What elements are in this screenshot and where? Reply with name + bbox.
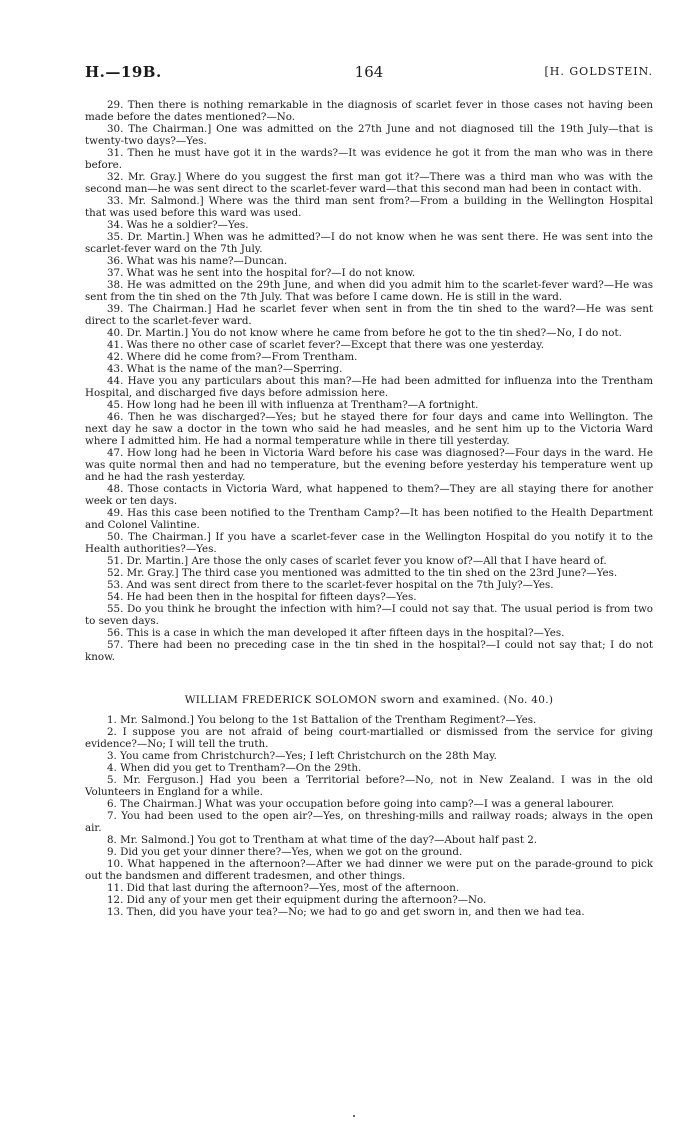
- testimony-paragraph: 30. The Chairman.] One was admitted on the 27th June and not diagnosed till the 19th July—that is twenty-two days?—Yes.: [85, 123, 653, 147]
- testimony-paragraph: 55. Do you think he brought the infection with him?—I could not say that. The usual period is from two to seven days.: [85, 603, 653, 627]
- testimony-paragraph: 41. Was there no other case of scarlet fever?—Except that there was one yesterday.: [107, 339, 545, 351]
- testimony-paragraph: 39. The Chairman.] Had he scarlet fever when sent in from the tin shed to the ward?—He was sent direct to the scarlet-fever ward.: [85, 303, 653, 327]
- testimony-paragraph: 31. Then he must have got it in the wards?—It was evidence he got it from the man who was in there before.: [85, 147, 653, 171]
- testimony-paragraph: 1. Mr. Salmond.] You belong to the 1st Battalion of the Trentham Regiment?—Yes.: [107, 714, 537, 726]
- testimony-paragraph: 42. Where did he come from?—From Trentham.: [107, 351, 358, 363]
- testimony-paragraph: 43. What is the name of the man?—Sperring.: [107, 363, 343, 375]
- testimony-paragraph: 49. Has this case been notified to the Trentham Camp?—It has been notified to the Health Department and Colonel Valintine.: [85, 507, 653, 531]
- testimony-paragraph: 5. Mr. Ferguson.] Had you been a Territorial before?—No, not in New Zealand. I was in the old Volunteers in England for a while.: [85, 774, 653, 798]
- testimony-paragraph: 35. Dr. Martin.] When was he admitted?—I do not know when he was sent there. He was sent into the scarlet-fever ward on the 7th July.: [85, 231, 653, 255]
- testimony-paragraph: 38. He was admitted on the 29th June, and when did you admit him to the scarlet-fever ward?—He was sent from the tin shed on the 7th July. That was before I came down. He is still in the ward.: [85, 279, 653, 303]
- testimony-paragraph: 33. Mr. Salmond.] Where was the third man sent from?—From a building in the Wellington Hospital that was used before this ward was used.: [85, 195, 653, 219]
- testimony-paragraph: 51. Dr. Martin.] Are those the only cases of scarlet fever you know of?—All that I have heard of.: [107, 555, 607, 567]
- page-number: 164: [354, 63, 384, 81]
- testimony-paragraph: 8. Mr. Salmond.] You got to Trentham at what time of the day?—About half past 2.: [107, 834, 538, 846]
- page-header: [85, 63, 653, 84]
- testimony-paragraph: 36. What was his name?—Duncan.: [107, 255, 288, 267]
- testimony-paragraph: 47. How long had he been in Victoria Ward before his case was diagnosed?—Four days in the ward. He was quite normal then and had no temperature, but the evening before yesterday his temperature went up and he had the rash yesterday.: [85, 447, 653, 483]
- document-body: [85, 99, 653, 918]
- testimony-paragraph: 10. What happened in the afternoon?—After we had dinner we were put on the parade-ground to pick out the bandsmen and different tradesmen, and other things.: [85, 858, 653, 882]
- testimony-paragraph: 57. There had been no preceding case in the tin shed in the hospital?—I could not say that; I do not know.: [85, 639, 653, 663]
- testimony-paragraph: 3. You came from Christchurch?—Yes; I left Christchurch on the 28th May.: [107, 750, 497, 762]
- testimony-paragraph: 6. The Chairman.] What was your occupation before going into camp?—I was a general labourer.: [107, 798, 615, 810]
- testimony-paragraph: 54. He had been then in the hospital for fifteen days?—Yes.: [107, 591, 417, 603]
- testimony-paragraph: 50. The Chairman.] If you have a scarlet-fever case in the Wellington Hospital do you notify it to the Health authorities?—Yes.: [85, 531, 653, 555]
- testimony-paragraph: 34. Was he a soldier?—Yes.: [107, 219, 249, 231]
- testimony-paragraph: 2. I suppose you are not afraid of being court-martialled or dismissed from the service for giving evidence?—No; I will tell the truth.: [85, 726, 653, 750]
- testimony-paragraph: 7. You had been used to the open air?—Yes, on threshing-mills and railway roads; always in the open air.: [85, 810, 653, 834]
- testimony-paragraph: 12. Did any of your men get their equipment during the afternoon?—No.: [107, 894, 487, 906]
- testimony-paragraph: 48. Those contacts in Victoria Ward, what happened to them?—They are all staying there for another week or ten days.: [85, 483, 653, 507]
- testimony-paragraph: 46. Then he was discharged?—Yes; but he stayed there for four days and came into Wellington. The next day he saw a doctor in the town who said he had measles, and he sent him up to the Victoria Ward where I admitted him. He had a normal temperature while in there till yesterday.: [85, 411, 653, 447]
- testimony-paragraph: 11. Did that last during the afternoon?—Yes, most of the afternoon.: [107, 882, 460, 894]
- testimony-paragraph: 56. This is a case in which the man developed it after fifteen days in the hospital?—Yes.: [107, 627, 565, 639]
- testimony-section-solomon: [85, 714, 653, 918]
- witness-heading: WILLIAM FREDERICK SOLOMON sworn and examined. (No. 40.): [184, 694, 554, 706]
- testimony-paragraph: 40. Dr. Martin.] You do not know where he came from before he got to the tin shed?—No, I do not.: [107, 327, 622, 339]
- testimony-paragraph: 45. How long had he been ill with influenza at Trentham?—A fortnight.: [107, 399, 479, 411]
- witness-name-header: [H. GOLDSTEIN.: [544, 65, 653, 78]
- testimony-paragraph: 13. Then, did you have your tea?—No; we had to go and get sworn in, and then we had tea.: [107, 906, 585, 918]
- testimony-paragraph: 52. Mr. Gray.] The third case you mentioned was admitted to the tin shed on the 23rd June?—Yes.: [107, 567, 618, 579]
- testimony-paragraph: 44. Have you any particulars about this man?—He had been admitted for influenza into the Trentham Hospital, and discharged five days before admission here.: [85, 375, 653, 399]
- testimony-paragraph: 53. And was sent direct from there to the scarlet-fever hospital on the 7th July?—Yes.: [107, 579, 554, 591]
- document-reference: H.—19B.: [85, 63, 162, 81]
- testimony-paragraph: 37. What was he sent into the hospital for?—I do not know.: [107, 267, 416, 279]
- testimony-paragraph: 32. Mr. Gray.] Where do you suggest the first man got it?—There was a third man who was with the second man—he was sent direct to the scarlet-fever ward—that this second man had been in contact with.: [85, 171, 653, 195]
- testimony-paragraph: 29. Then there is nothing remarkable in the diagnosis of scarlet fever in those cases not having been made before the dates mentioned?—No.: [85, 99, 653, 123]
- testimony-paragraph: 9. Did you get your dinner there?—Yes, when we got on the ground.: [107, 846, 463, 858]
- page-mark: [353, 1115, 355, 1117]
- testimony-section-goldstein: [85, 99, 653, 663]
- testimony-paragraph: 4. When did you get to Trentham?—On the 29th.: [107, 762, 362, 774]
